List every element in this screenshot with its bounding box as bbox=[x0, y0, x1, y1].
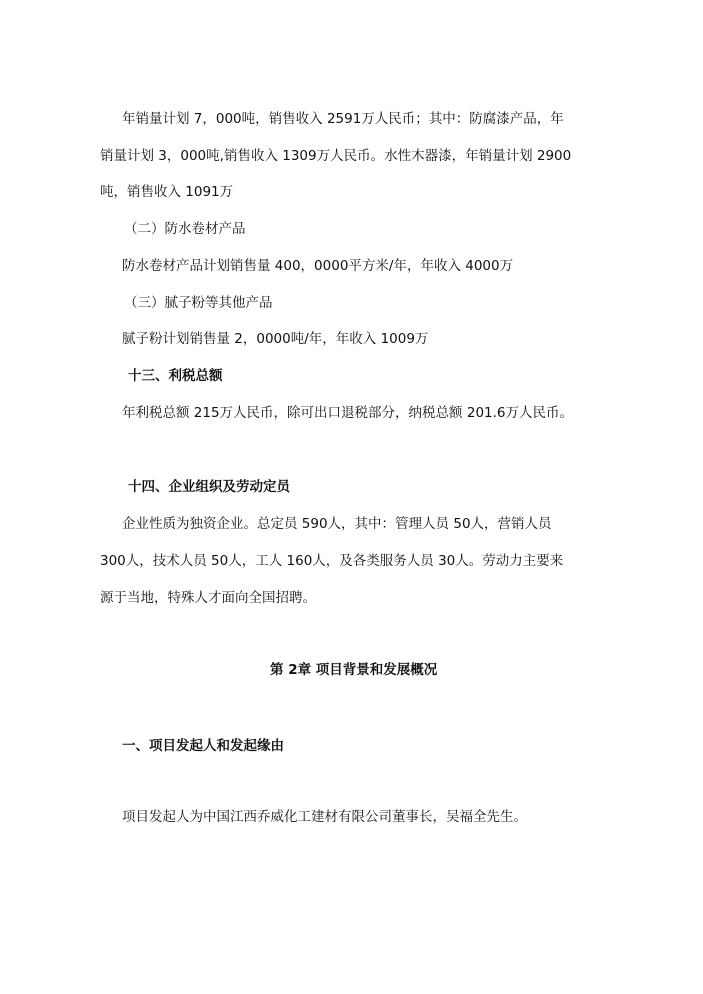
paragraph-putty: 腻子粉计划销售量 2，0000吨/年，年收入 1009万 bbox=[122, 331, 429, 347]
subheading-waterproof: （二）防水卷材产品 bbox=[124, 221, 246, 237]
paragraph-sales-line-3: 吨，销售收入 1091万 bbox=[100, 184, 234, 200]
section-14-line-1: 企业性质为独资企业。总定员 590人，其中：管理人员 50人，营销人员 bbox=[122, 516, 552, 532]
paragraph-sales-line-1: 年销量计划 7，000吨，销售收入 2591万人民币；其中：防腐漆产品，年 bbox=[122, 111, 564, 127]
paragraph-sales-line-2: 销量计划 3，000吨,销售收入 1309万人民币。水性木器漆，年销量计划 2900 bbox=[100, 148, 572, 164]
subheading-putty: （三）腻子粉等其他产品 bbox=[124, 295, 273, 311]
section-13-text: 年利税总额 215万人民币，除可出口退税部分，纳税总额 201.6万人民币。 bbox=[122, 405, 573, 421]
section-14-line-2: 300人，技术人员 50人，工人 160人，及各类服务人员 30人。劳动力主要来 bbox=[100, 553, 564, 569]
chapter-2-text: 项目发起人为中国江西乔威化工建材有限公司董事长，吴福全先生。 bbox=[122, 809, 527, 825]
section-14-title: 十四、企业组织及劳动定员 bbox=[128, 479, 290, 495]
chapter-2-subsection-title: 一、项目发起人和发起缘由 bbox=[122, 738, 284, 754]
section-14-line-3: 源于当地，特殊人才面向全国招聘。 bbox=[100, 590, 316, 606]
chapter-2-title: 第 2章 项目背景和发展概况 bbox=[270, 662, 438, 678]
paragraph-waterproof: 防水卷材产品计划销售量 400，0000平方米/年，年收入 4000万 bbox=[122, 258, 514, 274]
section-13-title: 十三、利税总额 bbox=[128, 368, 223, 384]
